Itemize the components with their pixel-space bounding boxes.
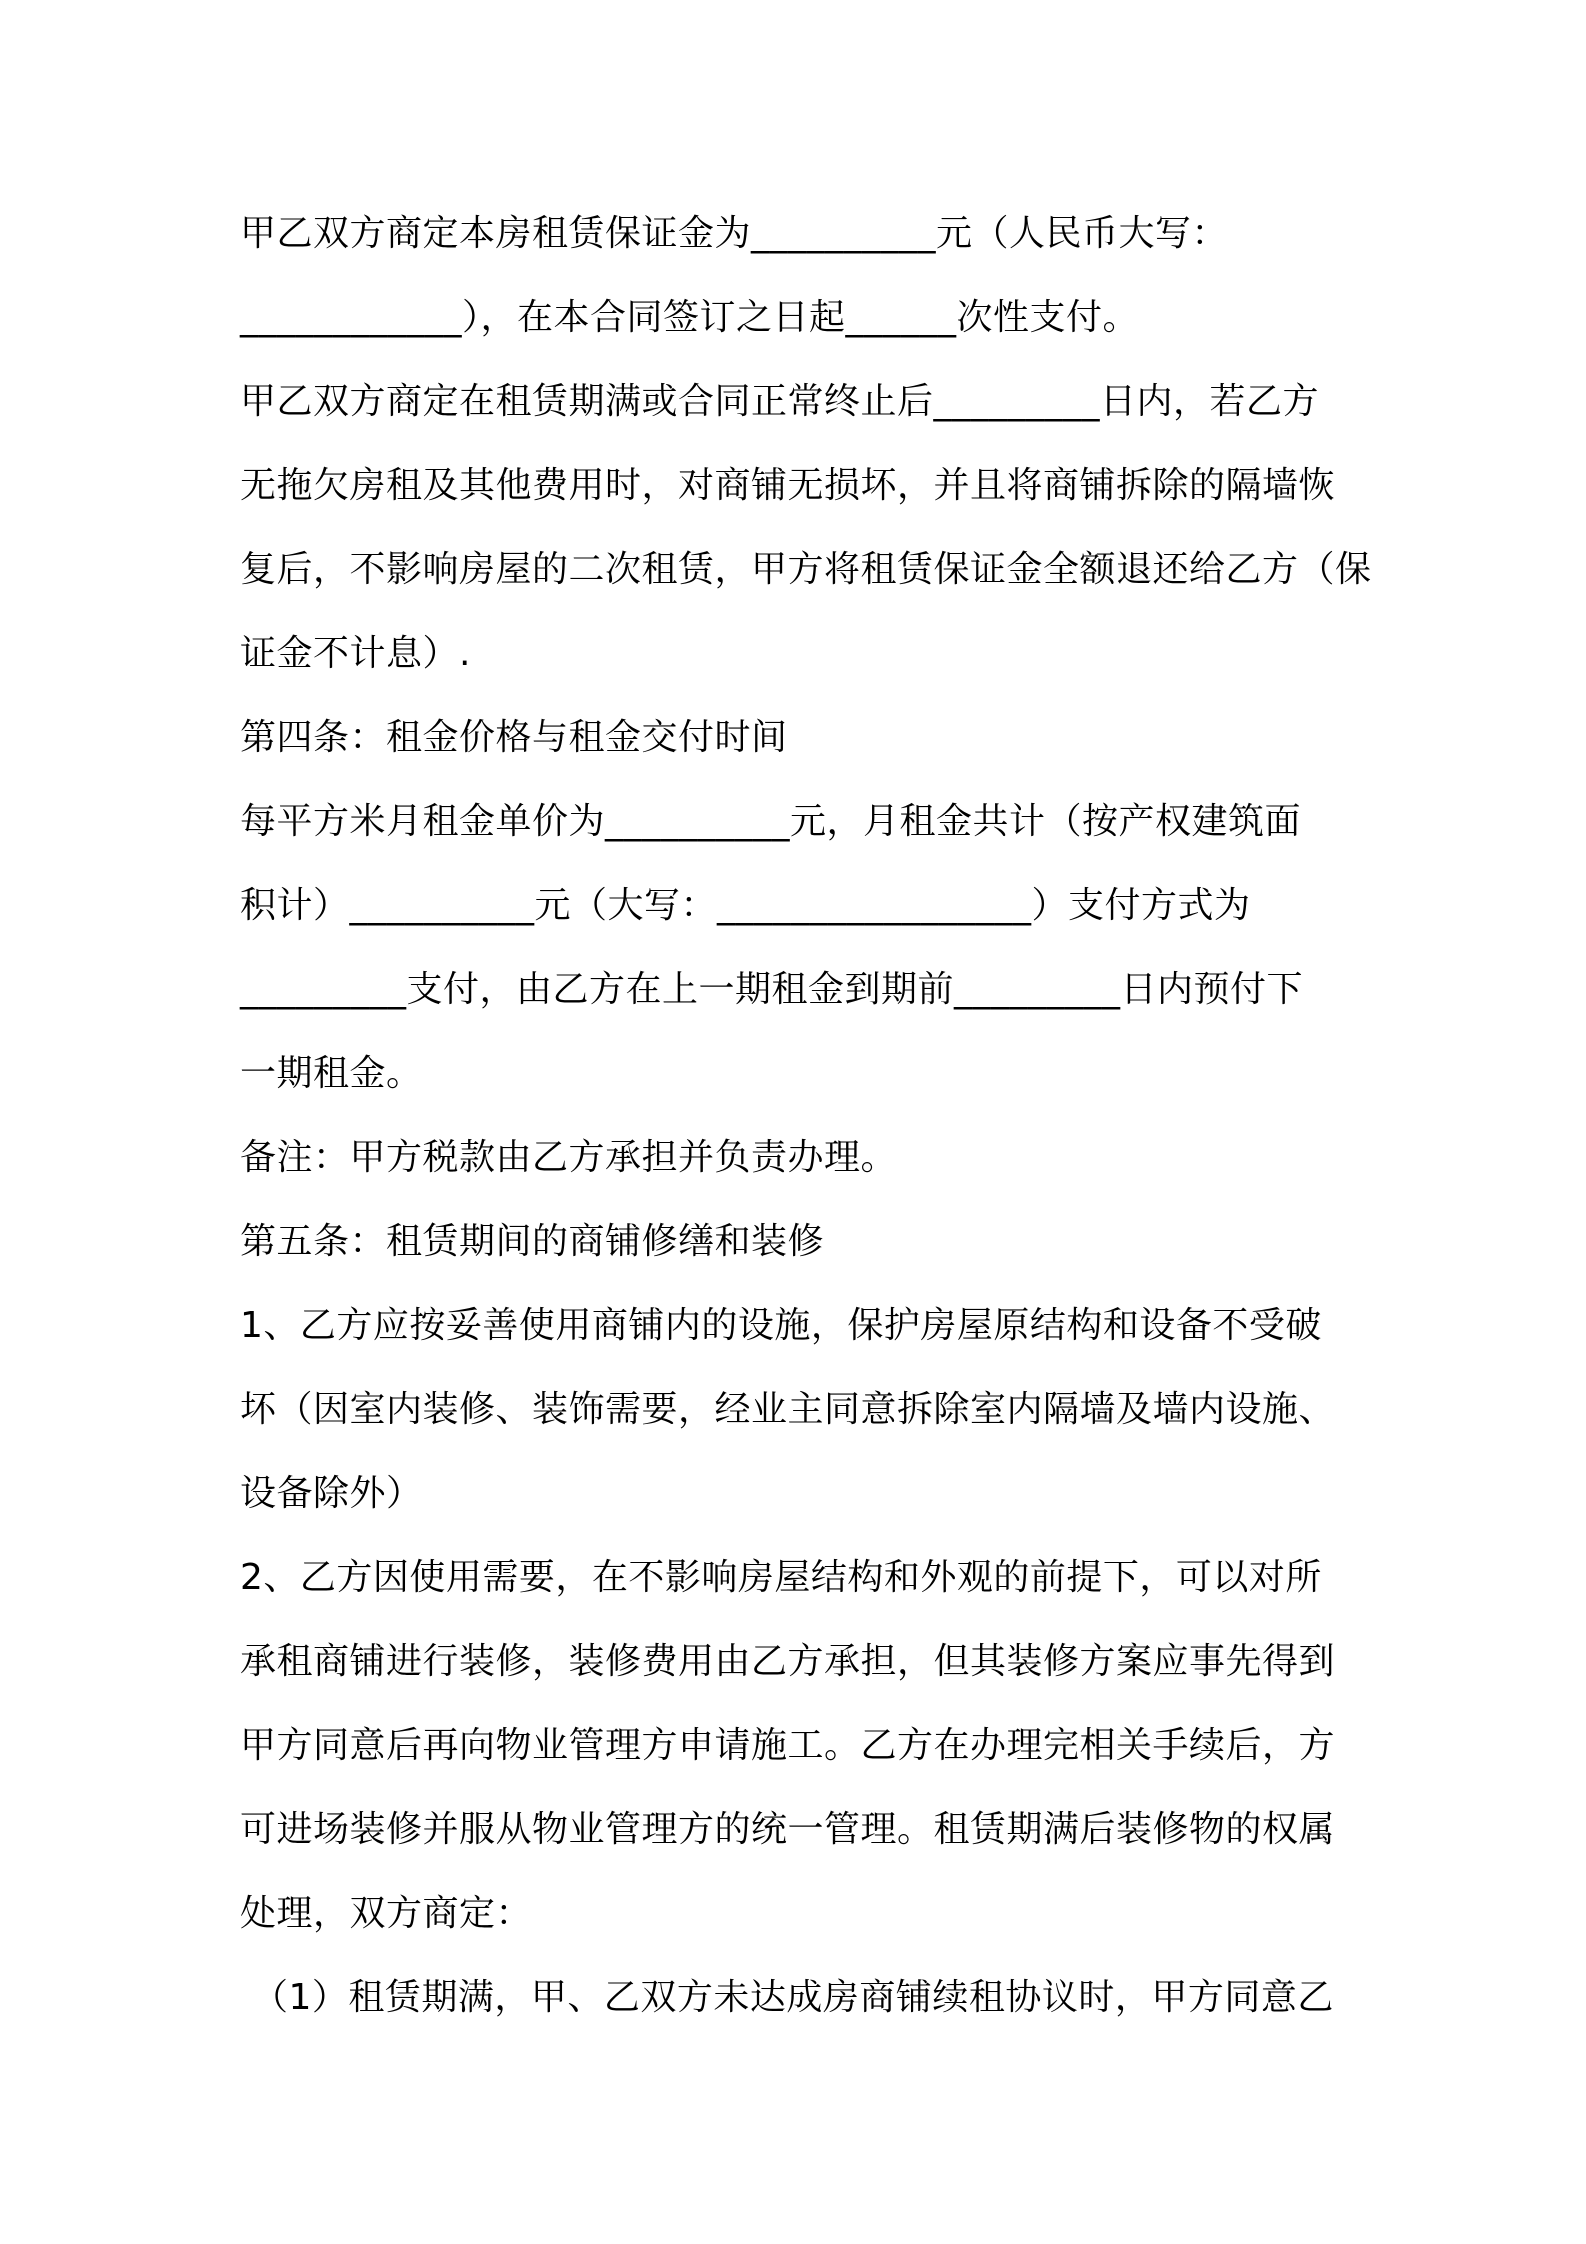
article-four-heading: 第四条：租金价格与租金交付时间 [240, 717, 788, 758]
sub-clause-1-line: （1）租赁期满，甲、乙双方未达成房商铺续租协议时，甲方同意乙 [252, 1977, 1334, 2018]
deposit-refund-line-4: 证金不计息）. [240, 633, 471, 674]
article-five-heading: 第五条：租赁期间的商铺修缮和装修 [240, 1221, 825, 1262]
deposit-amount-line: 甲乙双方商定本房租赁保证金为__________元（人民币大写： [240, 213, 1229, 254]
deposit-refund-line-3: 复后，不影响房屋的二次租赁，甲方将租赁保证金全额退还给乙方（保 [240, 549, 1372, 590]
rent-price-line-1: 每平方米月租金单价为__________元，月租金共计（按产权建筑面 [240, 801, 1302, 842]
deposit-payment-line: ____________），在本合同签订之日起______次性支付。 [240, 297, 1140, 338]
rent-price-line-4: 一期租金。 [240, 1053, 423, 1094]
clause-1-line-1: 1、乙方应按妥善使用商铺内的设施，保护房屋原结构和设备不受破 [240, 1305, 1322, 1346]
deposit-refund-line-1: 甲乙双方商定在租赁期满或合同正常终止后_________日内，若乙方 [240, 381, 1320, 422]
clause-1-line-2: 坏（因室内装修、装饰需要，经业主同意拆除室内隔墙及墙内设施、 [240, 1389, 1336, 1430]
clause-2-line-3: 甲方同意后再向物业管理方申请施工。乙方在办理完相关手续后，方 [240, 1725, 1336, 1766]
clause-2-line-5: 处理，双方商定： [240, 1893, 533, 1934]
tax-note-line: 备注：甲方税款由乙方承担并负责办理。 [240, 1137, 898, 1178]
clause-2-line-2: 承租商铺进行装修，装修费用由乙方承担，但其装修方案应事先得到 [240, 1641, 1336, 1682]
clause-1-line-3: 设备除外） [240, 1473, 423, 1514]
rent-price-line-2: 积计）__________元（大写：_________________）支付方式为 [240, 885, 1251, 926]
rent-price-line-3: _________支付，由乙方在上一期租金到期前_________日内预付下 [240, 969, 1304, 1010]
clause-2-line-1: 2、乙方因使用需要，在不影响房屋结构和外观的前提下，可以对所 [240, 1557, 1322, 1598]
deposit-refund-line-2: 无拖欠房租及其他费用时，对商铺无损坏，并且将商铺拆除的隔墙恢 [240, 465, 1336, 506]
document-body [240, 192, 1372, 2040]
clause-2-line-4: 可进场装修并服从物业管理方的统一管理。租赁期满后装修物的权属 [240, 1809, 1336, 1850]
